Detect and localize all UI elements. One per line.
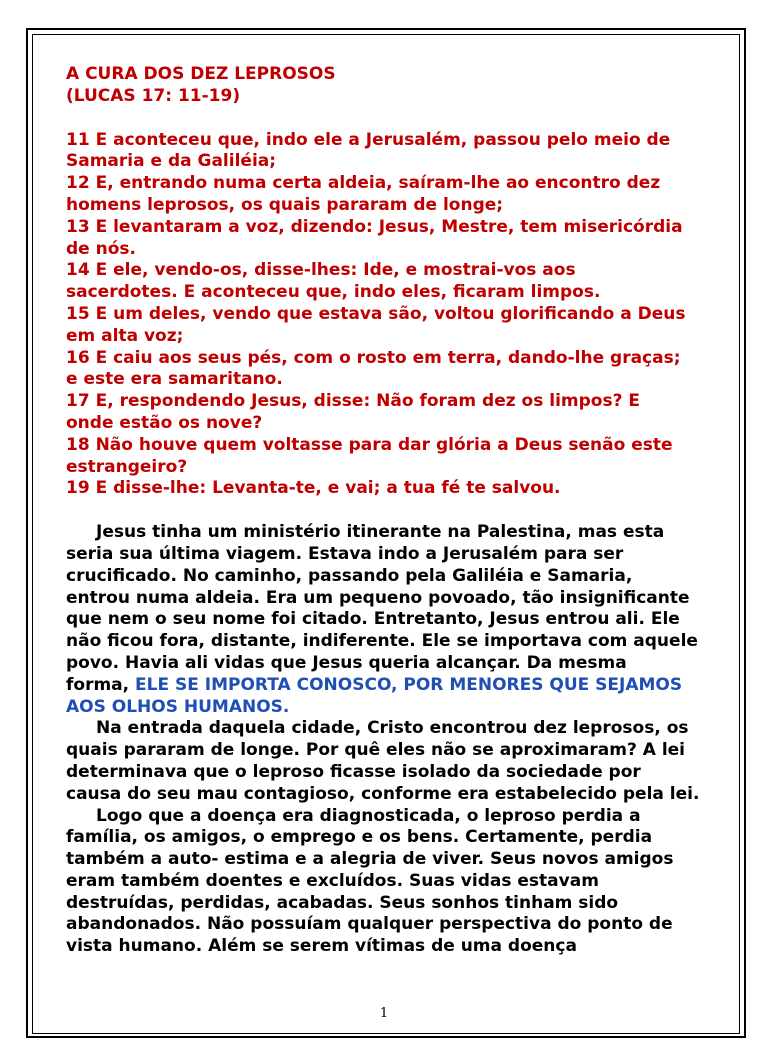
paragraph-text: forma, bbox=[66, 674, 136, 695]
verse-11 bbox=[66, 130, 738, 174]
paragraph-line: vista humano. Além se serem vítimas de uma doença bbox=[66, 936, 577, 957]
paragraph-line: quais pararam de longe. Por quê eles não se aproximaram? A lei bbox=[66, 740, 686, 761]
verse-line: 11 E aconteceu que, indo ele a Jerusalém, passou pelo meio de bbox=[66, 129, 671, 150]
verse-13 bbox=[66, 217, 738, 261]
title-line: A CURA DOS DEZ LEPROSOS bbox=[66, 64, 336, 84]
paragraph-line: eram também doentes e excluídos. Suas vidas estavam bbox=[66, 870, 599, 891]
verse-line: Samaria e da Galiléia; bbox=[66, 151, 277, 172]
paragraph-line: determinava que o leproso ficasse isolado da sociedade por bbox=[66, 761, 641, 782]
verse-line: sacerdotes. E aconteceu que, indo eles, ficaram limpos. bbox=[66, 282, 601, 303]
verse-line: 13 E levantaram a voz, dizendo: Jesus, Mestre, tem misericórdia bbox=[66, 216, 683, 237]
verse-line: 17 E, respondendo Jesus, disse: Não foram dez os limpos? E bbox=[66, 391, 640, 412]
title-reference: (LUCAS 17: 11-19) bbox=[66, 85, 241, 106]
paragraph-2 bbox=[66, 718, 738, 805]
paragraph-line: povo. Havia ali vidas que Jesus queria alcançar. Da mesma bbox=[66, 652, 627, 673]
verse-line: 14 E ele, vendo-os, disse-lhes: Ide, e mostrai-vos aos bbox=[66, 260, 576, 281]
paragraph-line: família, os amigos, o emprego e os bens. Certamente, perdia bbox=[66, 827, 653, 848]
verse-line: homens leprosos, os quais pararam de longe; bbox=[66, 194, 504, 215]
paragraph-1 bbox=[66, 522, 738, 718]
verse-line: estrangeiro? bbox=[66, 456, 188, 477]
paragraph-line: crucificado. No caminho, passando pela Galiléia e Samaria, bbox=[66, 565, 633, 586]
paragraph-line: abandonados. Não possuíam qualquer perspectiva do ponto de bbox=[66, 914, 673, 935]
paragraph-line: Jesus tinha um ministério itinerante na Palestina, mas esta bbox=[96, 522, 665, 543]
emphasis-text: ELE SE IMPORTA CONOSCO, POR MENORES QUE SEJAMOS bbox=[135, 674, 683, 695]
verse-16 bbox=[66, 348, 738, 392]
paragraph-line: destruídas, perdidas, acabadas. Seus sonhos tinham sido bbox=[66, 892, 619, 913]
emphasis-text: AOS OLHOS HUMANOS. bbox=[66, 696, 290, 717]
paragraph-line: causa do seu mau contagioso, conforme era estabelecido pela lei. bbox=[66, 783, 700, 804]
verse-17 bbox=[66, 391, 738, 435]
document-content bbox=[66, 64, 738, 958]
paragraph-line: seria sua última viagem. Estava indo a Jerusalém para ser bbox=[66, 543, 624, 564]
paragraph-3 bbox=[66, 806, 738, 959]
verse-19 bbox=[66, 478, 738, 500]
commentary-body bbox=[66, 522, 738, 958]
page-number: 1 bbox=[379, 1006, 389, 1021]
paragraph-line: Na entrada daquela cidade, Cristo encontrou dez leprosos, os bbox=[96, 718, 689, 739]
verse-18 bbox=[66, 435, 738, 479]
verse-15 bbox=[66, 304, 738, 348]
verse-line: 16 E caiu aos seus pés, com o rosto em terra, dando-lhe graças; bbox=[66, 347, 681, 368]
verse-14 bbox=[66, 260, 738, 304]
verse-line: 12 E, entrando numa certa aldeia, saíram-lhe ao encontro dez bbox=[66, 173, 661, 194]
paragraph-line: que nem o seu nome foi citado. Entretanto, Jesus entrou ali. Ele bbox=[66, 609, 680, 630]
verse-line: onde estão os nove? bbox=[66, 412, 263, 433]
verse-line: 18 Não houve quem voltasse para dar glória a Deus senão este bbox=[66, 434, 673, 455]
document-title bbox=[66, 64, 738, 108]
verse-line: e este era samaritano. bbox=[66, 369, 283, 390]
verse-line: 19 E disse-lhe: Levanta-te, e vai; a tua fé te salvou. bbox=[66, 478, 561, 499]
scripture-passage bbox=[66, 130, 738, 501]
paragraph-line: Logo que a doença era diagnosticada, o leproso perdia a bbox=[96, 805, 641, 826]
paragraph-line: também a auto- estima e a alegria de viver. Seus novos amigos bbox=[66, 849, 674, 870]
paragraph-line-mixed bbox=[66, 675, 738, 697]
paragraph-line: não ficou fora, distante, indiferente. Ele se importava com aquele bbox=[66, 631, 698, 652]
paragraph-line: entrou numa aldeia. Era um pequeno povoado, tão insignificante bbox=[66, 587, 690, 608]
verse-line: em alta voz; bbox=[66, 325, 184, 346]
verse-line: 15 E um deles, vendo que estava são, voltou glorificando a Deus bbox=[66, 303, 686, 324]
verse-line: de nós. bbox=[66, 238, 136, 259]
verse-12 bbox=[66, 173, 738, 217]
